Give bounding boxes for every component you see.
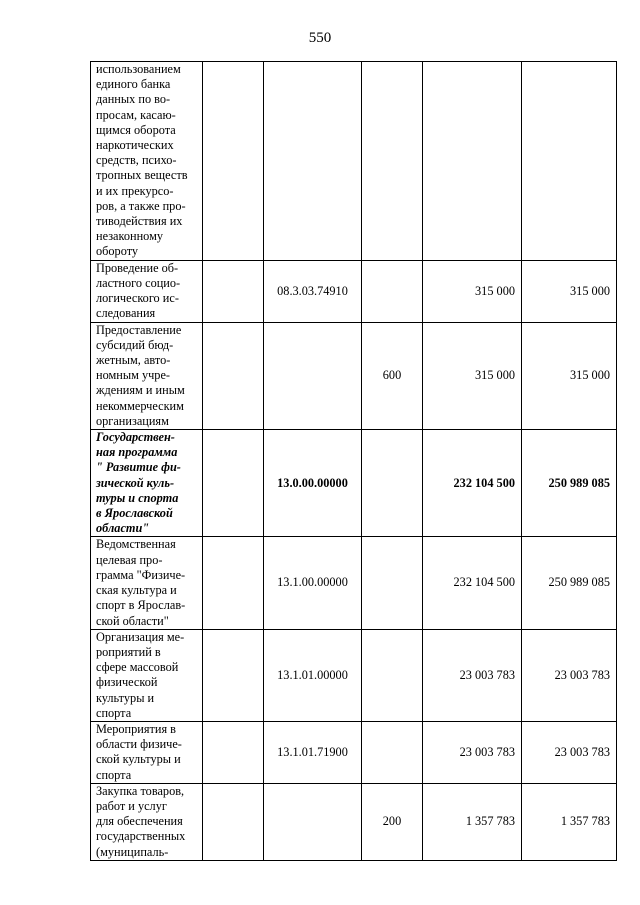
- row-name-cell: [91, 537, 203, 629]
- page-number: 550: [308, 30, 332, 46]
- row-code-text: 13.1.01.00000: [277, 667, 348, 682]
- row-code-cell: [264, 537, 362, 629]
- row-sum1-cell: [423, 430, 522, 537]
- row-name-text: Закупка товаров, работ и услуг для обеспечения государственных (муниципаль-: [96, 783, 186, 859]
- row-sum1-cell: [423, 322, 522, 429]
- table-row: [91, 721, 617, 783]
- row-name-cell: [91, 322, 203, 429]
- row-code-text: 13.1.00.00000: [277, 575, 348, 590]
- row-name-text: Ведомственная целевая про- грамма "Физиче- ская культура и спорт в Ярослав- ской области": [96, 537, 186, 628]
- table-row: [91, 430, 617, 537]
- row-type-cell: [362, 322, 423, 429]
- row-code-cell: [264, 430, 362, 537]
- row-name-cell: [91, 62, 203, 261]
- row-name-cell: [91, 783, 203, 860]
- row-sum1-text: 232 104 500: [453, 475, 515, 490]
- row-sum2-text: 315 000: [570, 283, 610, 298]
- row-type-text: 600: [382, 368, 402, 383]
- table-body: [91, 62, 617, 861]
- table-row: [91, 260, 617, 322]
- row-code-cell: [264, 62, 362, 261]
- row-empty-cell: [203, 783, 264, 860]
- row-sum1-cell: [423, 783, 522, 860]
- row-empty-cell: [203, 260, 264, 322]
- row-name-text: Предоставление субсидий бюд- жетным, авто- номным учре- ждениям и иным некоммерческим организациям: [96, 322, 185, 428]
- row-sum1-text: 1 357 783: [465, 814, 515, 829]
- row-empty-cell: [203, 721, 264, 783]
- row-sum1-cell: [423, 629, 522, 721]
- budget-table: [90, 61, 617, 861]
- row-code-cell: [264, 629, 362, 721]
- row-name-text: использованием единого банка данных по во- просам, касаю- щимся оборота наркотических средств, психо- тропных веществ и их прекурсо- ров, а также про- тиводействия их незаконному обороту: [96, 62, 188, 259]
- row-sum1-cell: [423, 62, 522, 261]
- row-sum2-cell: [522, 721, 617, 783]
- table-row: [91, 629, 617, 721]
- row-sum2-cell: [522, 322, 617, 429]
- row-sum2-text: 1 357 783: [560, 814, 610, 829]
- row-type-cell: [362, 260, 423, 322]
- row-type-cell: [362, 430, 423, 537]
- row-type-cell: [362, 62, 423, 261]
- row-name-text: Проведение об- ластного социо- логического ис- следования: [96, 260, 181, 321]
- row-name-cell: [91, 260, 203, 322]
- row-name-text: Государствен- ная программа " Развитие фи- зической куль- туры и спорта в Ярославской области": [96, 430, 181, 536]
- row-sum2-text: 250 989 085: [548, 475, 610, 490]
- row-sum1-cell: [423, 537, 522, 629]
- row-sum1-cell: [423, 260, 522, 322]
- row-sum2-text: 250 989 085: [548, 575, 610, 590]
- row-sum1-text: 315 000: [475, 368, 515, 383]
- row-code-text: 13.0.00.00000: [277, 475, 348, 490]
- table-row: [91, 783, 617, 860]
- row-code-text: 13.1.01.71900: [277, 744, 348, 759]
- row-sum1-text: 23 003 783: [459, 744, 515, 759]
- table-row: [91, 537, 617, 629]
- row-empty-cell: [203, 629, 264, 721]
- row-empty-cell: [203, 62, 264, 261]
- row-sum1-text: 23 003 783: [459, 667, 515, 682]
- row-name-cell: [91, 721, 203, 783]
- row-type-cell: [362, 721, 423, 783]
- row-name-text: Мероприятия в области физиче- ской культуры и спорта: [96, 721, 182, 782]
- row-sum2-cell: [522, 537, 617, 629]
- row-code-cell: [264, 783, 362, 860]
- row-type-text: 200: [382, 814, 402, 829]
- row-sum2-cell: [522, 783, 617, 860]
- row-sum1-cell: [423, 721, 522, 783]
- row-sum2-text: 23 003 783: [554, 744, 610, 759]
- row-sum2-text: 315 000: [570, 368, 610, 383]
- row-type-cell: [362, 537, 423, 629]
- row-empty-cell: [203, 537, 264, 629]
- row-empty-cell: [203, 430, 264, 537]
- row-code-cell: [264, 322, 362, 429]
- row-name-cell: [91, 629, 203, 721]
- row-sum1-text: 232 104 500: [453, 575, 515, 590]
- row-sum2-cell: [522, 62, 617, 261]
- row-code-text: 08.3.03.74910: [277, 283, 348, 298]
- row-sum2-cell: [522, 629, 617, 721]
- row-code-cell: [264, 260, 362, 322]
- table-row: [91, 322, 617, 429]
- table-row: [91, 62, 617, 261]
- row-name-cell: [91, 430, 203, 537]
- row-empty-cell: [203, 322, 264, 429]
- row-sum1-text: 315 000: [475, 283, 515, 298]
- row-name-text: Организация ме- роприятий в сфере массовой физической культуры и спорта: [96, 629, 185, 720]
- row-type-cell: [362, 629, 423, 721]
- row-type-cell: [362, 783, 423, 860]
- row-sum2-cell: [522, 260, 617, 322]
- row-sum2-text: 23 003 783: [554, 667, 610, 682]
- row-sum2-cell: [522, 430, 617, 537]
- row-code-cell: [264, 721, 362, 783]
